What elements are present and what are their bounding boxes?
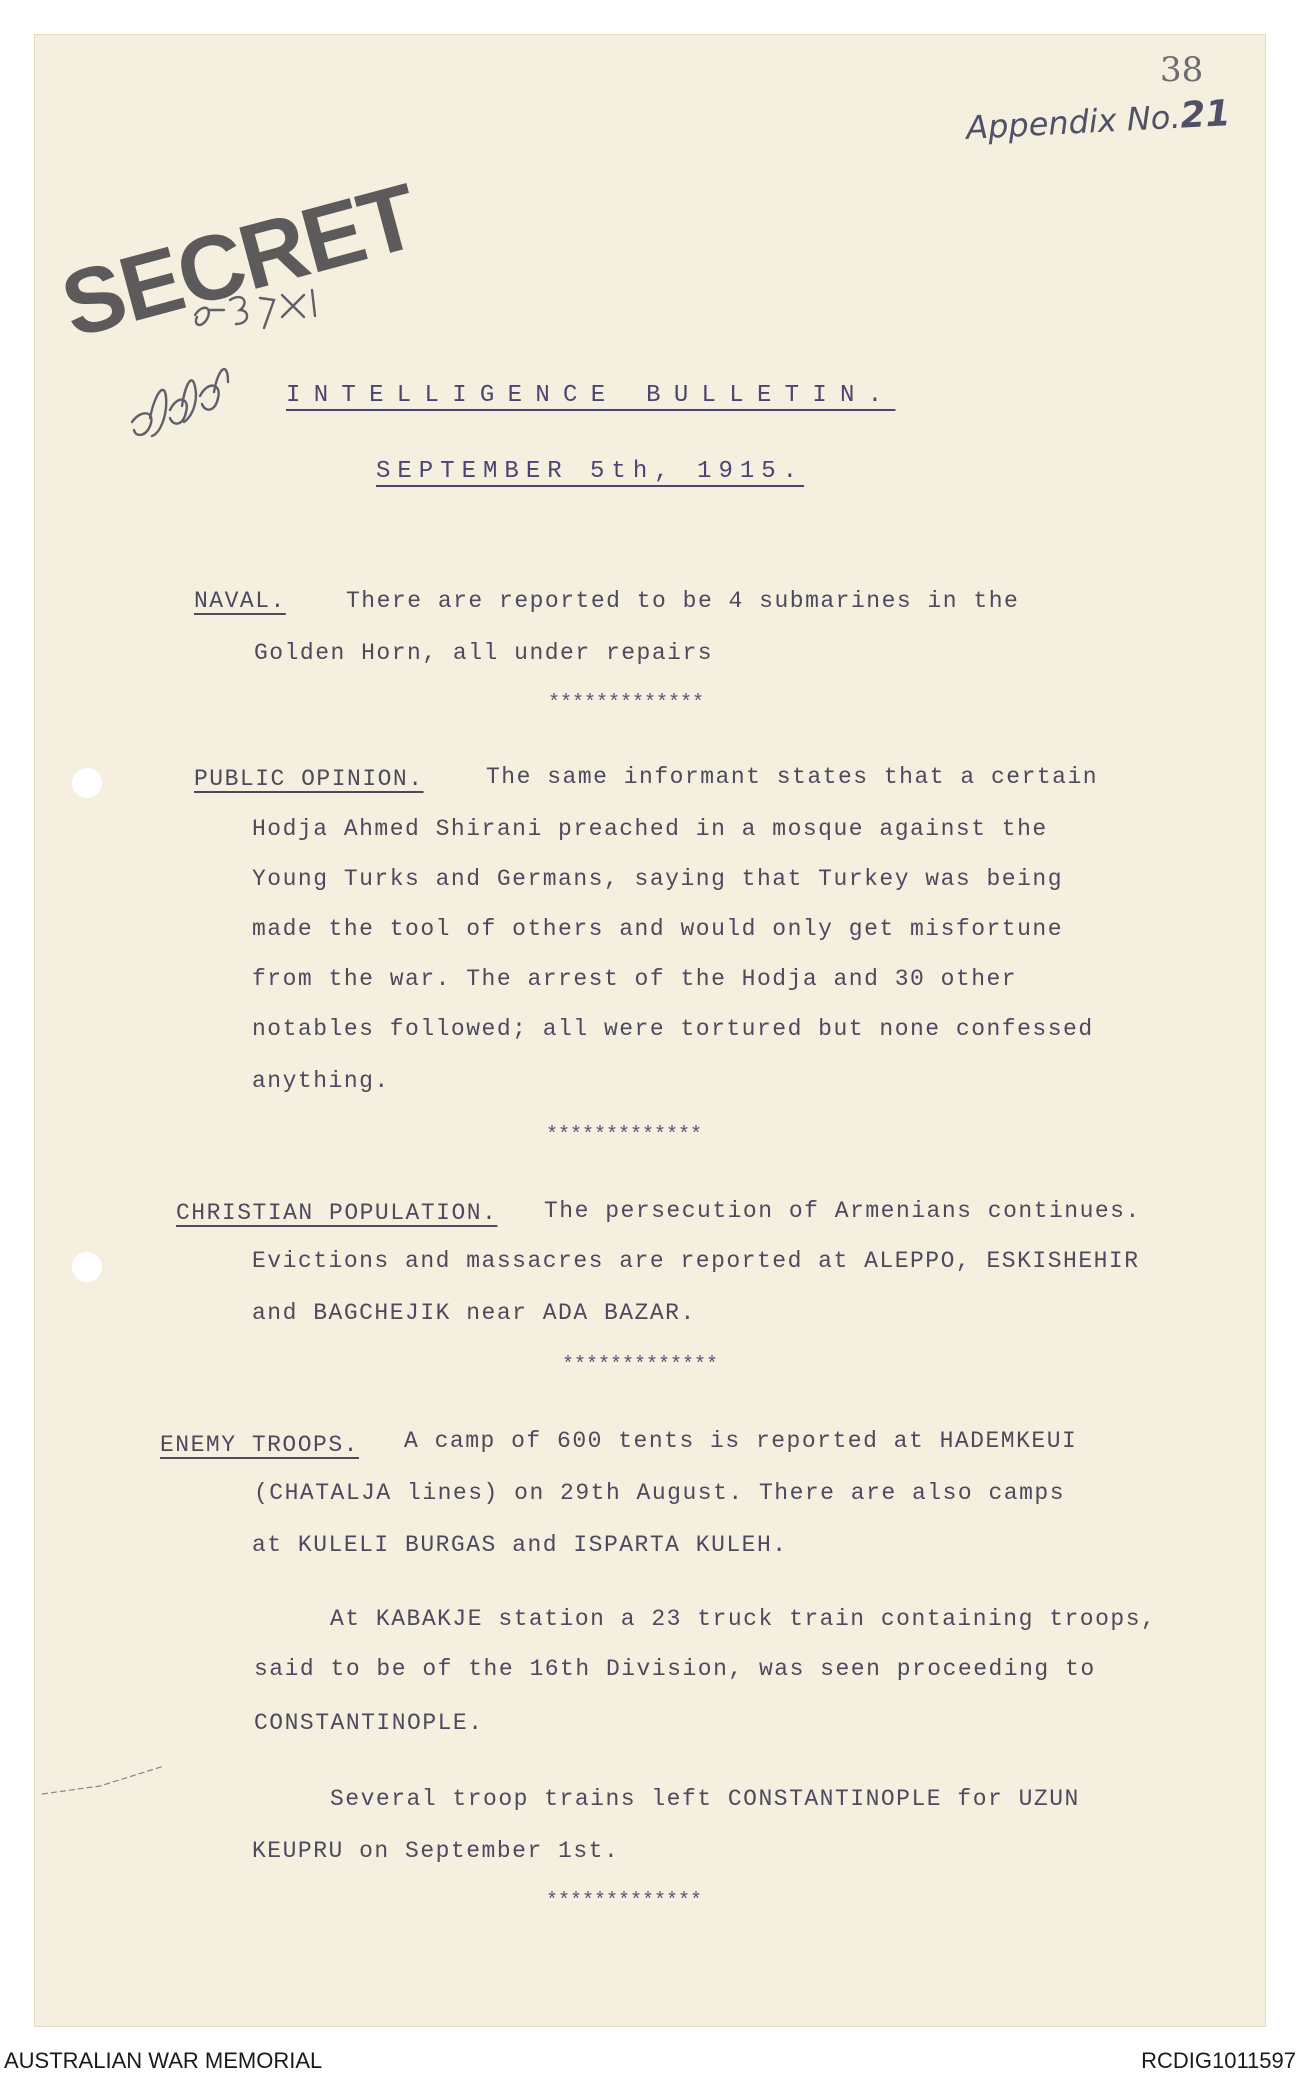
naval-line: There are reported to be 4 submarines in the (346, 588, 1020, 614)
enemy-troops-line: CONSTANTINOPLE. (254, 1710, 484, 1736)
enemy-troops-line: KEUPRU on September 1st. (252, 1838, 620, 1864)
page-number: 38 (1160, 50, 1204, 90)
christian-population-line: and BAGCHEJIK near ADA BAZAR. (252, 1300, 696, 1326)
punch-hole (72, 1252, 102, 1282)
pencil-mark (40, 1760, 170, 1800)
public-opinion-line: anything. (252, 1068, 390, 1094)
christian-population-line: Evictions and massacres are reported at ALEPPO, ESKISHEHIR (252, 1248, 1140, 1274)
enemy-troops-line: At KABAKJE station a 23 truck train containing troops, (330, 1606, 1157, 1632)
bulletin-date: SEPTEMBER 5th, 1915. (376, 458, 805, 485)
enemy-troops-line: Several troop trains left CONSTANTINOPLE for UZUN (330, 1786, 1080, 1812)
public-opinion-line: Hodja Ahmed Shirani preached in a mosque against the (252, 816, 1048, 842)
section-heading-public-opinion: PUBLIC OPINION. (194, 766, 424, 792)
footer-archive-name: AUSTRALIAN WAR MEMORIAL (4, 2048, 323, 2073)
enemy-troops-line: at KULELI BURGAS and ISPARTA KULEH. (252, 1532, 788, 1558)
enemy-troops-line: said to be of the 16th Division, was seen proceeding to (254, 1656, 1096, 1682)
separator: ************* (546, 1890, 703, 1913)
enemy-troops-line: A camp of 600 tents is reported at HADEMKEUI (404, 1428, 1078, 1454)
bulletin-title: INTELLIGENCE BULLETIN. (286, 382, 896, 409)
separator: ************* (546, 1124, 703, 1147)
section-heading-enemy-troops: ENEMY TROOPS. (160, 1432, 359, 1458)
footer-record-id: RCDIG1011597 (1141, 2048, 1296, 2073)
separator: ************* (548, 692, 705, 715)
public-opinion-line: notables followed; all were tortured but none confessed (252, 1016, 1094, 1042)
enemy-troops-line: (CHATALJA lines) on 29th August. There are also camps (254, 1480, 1066, 1506)
punch-hole (72, 768, 102, 798)
public-opinion-line: Young Turks and Germans, saying that Turkey was being (252, 866, 1064, 892)
svg-text:SECRET: SECRET (51, 165, 427, 358)
public-opinion-line: from the war. The arrest of the Hodja and 30 other (252, 966, 1018, 992)
christian-population-line: The persecution of Armenians continues. (544, 1198, 1141, 1224)
naval-line: Golden Horn, all under repairs (254, 640, 714, 666)
appendix-number: 21 (1179, 93, 1232, 137)
public-opinion-line: The same informant states that a certain (486, 764, 1099, 790)
secret-stamp (51, 160, 427, 460)
section-heading-naval: NAVAL. (194, 588, 286, 614)
section-heading-christian-population: CHRISTIAN POPULATION. (176, 1200, 498, 1226)
separator: ************* (562, 1354, 719, 1377)
public-opinion-line: made the tool of others and would only get misfortune (252, 916, 1064, 942)
appendix-text: Appendix No. (965, 97, 1182, 147)
